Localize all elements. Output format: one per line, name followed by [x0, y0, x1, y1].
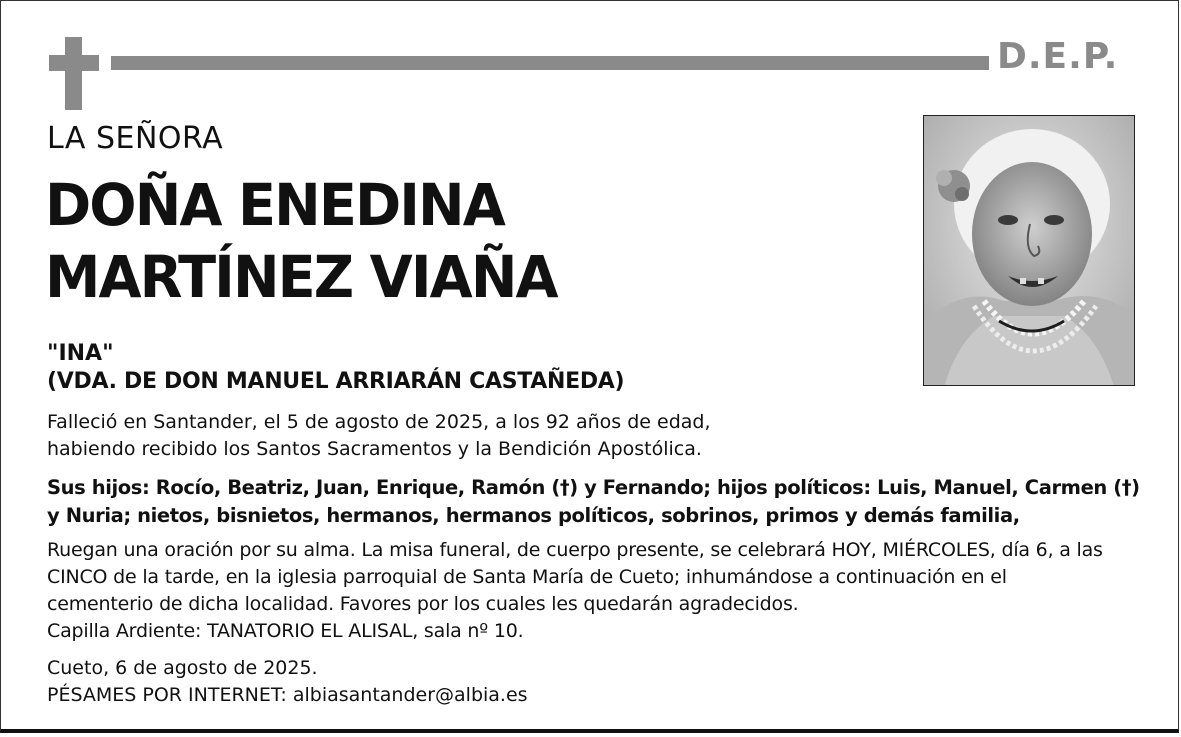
family-line-2: y Nuria; nietos, bisnietos, hermanos, hermanos políticos, sobrinos, primos y demás familia,: [47, 504, 1020, 527]
service-line-3: cementerio de dicha localidad. Favores por los cuales les quedarán agradecidos.: [47, 593, 799, 615]
service-line-2: CINCO de la tarde, en la iglesia parroquial de Santa María de Cueto; inhumándose a continuación en el: [47, 566, 1007, 588]
cross-icon: [49, 37, 99, 110]
family-line-1: Sus hijos: Rocío, Beatriz, Juan, Enrique, Ramón (†) y Fernando; hijos políticos: Luis, Manuel, Carmen (†): [47, 476, 1140, 499]
nickname: "INA": [47, 341, 114, 366]
portrait-image: [924, 116, 1135, 386]
title-la-senora: LA SEÑORA: [47, 121, 224, 156]
death-notice-line-2: habiendo recibido los Santos Sacramentos y la Bendición Apostólica.: [47, 438, 702, 460]
service-details: [47, 537, 1167, 645]
place-date: Cueto, 6 de agosto de 2025.: [47, 657, 318, 679]
service-line-1: Ruegan una oración por su alma. La misa funeral, de cuerpo presente, se celebrará HOY, MIÉRCOLES, día 6, a las: [47, 539, 1103, 561]
dep-label: D.E.P.: [997, 36, 1119, 77]
widow-of: (VDA. DE DON MANUEL ARRIARÁN CASTAÑEDA): [47, 369, 625, 394]
deceased-name: [45, 169, 557, 313]
death-notice: [47, 409, 827, 463]
portrait-photo: [923, 115, 1135, 386]
condolences-email: PÉSAMES POR INTERNET: albiasantander@albia.es: [47, 684, 528, 706]
death-notice-line-1: Falleció en Santander, el 5 de agosto de 2025, a los 92 años de edad,: [47, 411, 711, 433]
family-list: [47, 474, 1147, 530]
header-rule: [111, 56, 989, 70]
name-line-1: DOÑA ENEDINA: [45, 171, 504, 239]
closing: [47, 655, 528, 709]
name-line-2: MARTÍNEZ VIAÑA: [45, 243, 557, 311]
service-line-4: Capilla Ardiente: TANATORIO EL ALISAL, sala nº 10.: [47, 620, 524, 642]
